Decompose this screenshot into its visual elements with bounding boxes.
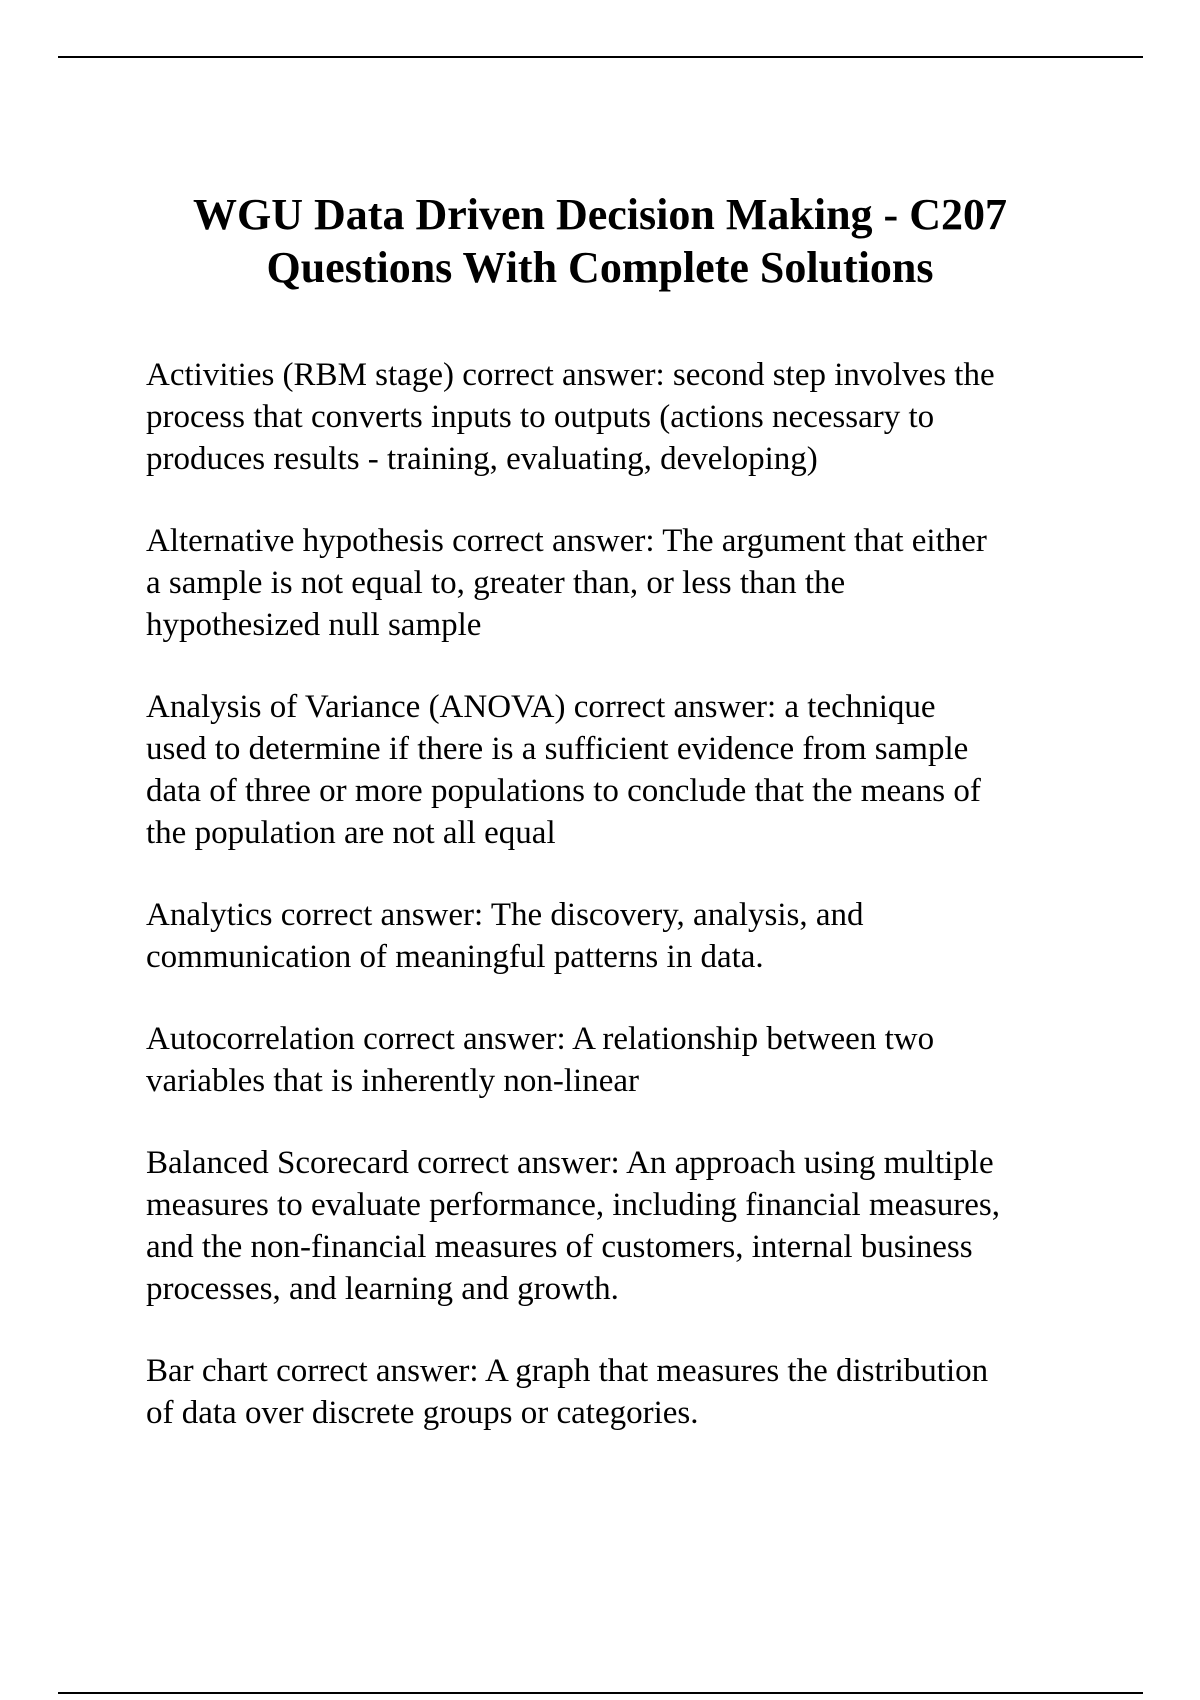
entry-line: data of three or more populations to conclude that the means of bbox=[146, 773, 981, 809]
entry-line: a sample is not equal to, greater than, or less than the bbox=[146, 565, 846, 601]
entry-line: Activities (RBM stage) correct answer: second step involves the bbox=[146, 357, 995, 393]
entry-line: Analytics correct answer: The discovery, analysis, and bbox=[146, 897, 864, 933]
entry-line: hypothesized null sample bbox=[146, 607, 482, 643]
document-title bbox=[100, 188, 1100, 294]
header-rule bbox=[58, 56, 1143, 58]
entry-line: variables that is inherently non-linear bbox=[146, 1063, 640, 1099]
entry-autocorrelation bbox=[146, 1018, 1106, 1102]
entry-line: Analysis of Variance (ANOVA) correct answer: a technique bbox=[146, 689, 936, 725]
title-line: WGU Data Driven Decision Making - C207 bbox=[193, 190, 1007, 239]
entry-line: used to determine if there is a sufficient evidence from sample bbox=[146, 731, 969, 767]
entry-line: measures to evaluate performance, including financial measures, bbox=[146, 1187, 1000, 1223]
title-line: Questions With Complete Solutions bbox=[266, 243, 934, 292]
entry-line: processes, and learning and growth. bbox=[146, 1271, 619, 1307]
entry-alternative-hypothesis bbox=[146, 520, 1106, 646]
entry-list bbox=[146, 354, 1106, 1474]
footer-rule bbox=[58, 1692, 1143, 1694]
entry-balanced-scorecard bbox=[146, 1142, 1106, 1310]
entry-analytics bbox=[146, 894, 1106, 978]
entry-bar-chart bbox=[146, 1350, 1106, 1434]
entry-line: the population are not all equal bbox=[146, 815, 556, 851]
entry-line: Balanced Scorecard correct answer: An approach using multiple bbox=[146, 1145, 994, 1181]
entry-line: Autocorrelation correct answer: A relationship between two bbox=[146, 1021, 935, 1057]
entry-anova bbox=[146, 686, 1106, 854]
entry-line: process that converts inputs to outputs (actions necessary to bbox=[146, 399, 935, 435]
entry-line: of data over discrete groups or categories. bbox=[146, 1395, 699, 1431]
entry-line: produces results - training, evaluating, developing) bbox=[146, 441, 818, 477]
entry-activities bbox=[146, 354, 1106, 480]
entry-line: communication of meaningful patterns in data. bbox=[146, 939, 764, 975]
entry-line: Alternative hypothesis correct answer: The argument that either bbox=[146, 523, 987, 559]
entry-line: and the non-financial measures of customers, internal business bbox=[146, 1229, 973, 1265]
entry-line: Bar chart correct answer: A graph that measures the distribution bbox=[146, 1353, 989, 1389]
